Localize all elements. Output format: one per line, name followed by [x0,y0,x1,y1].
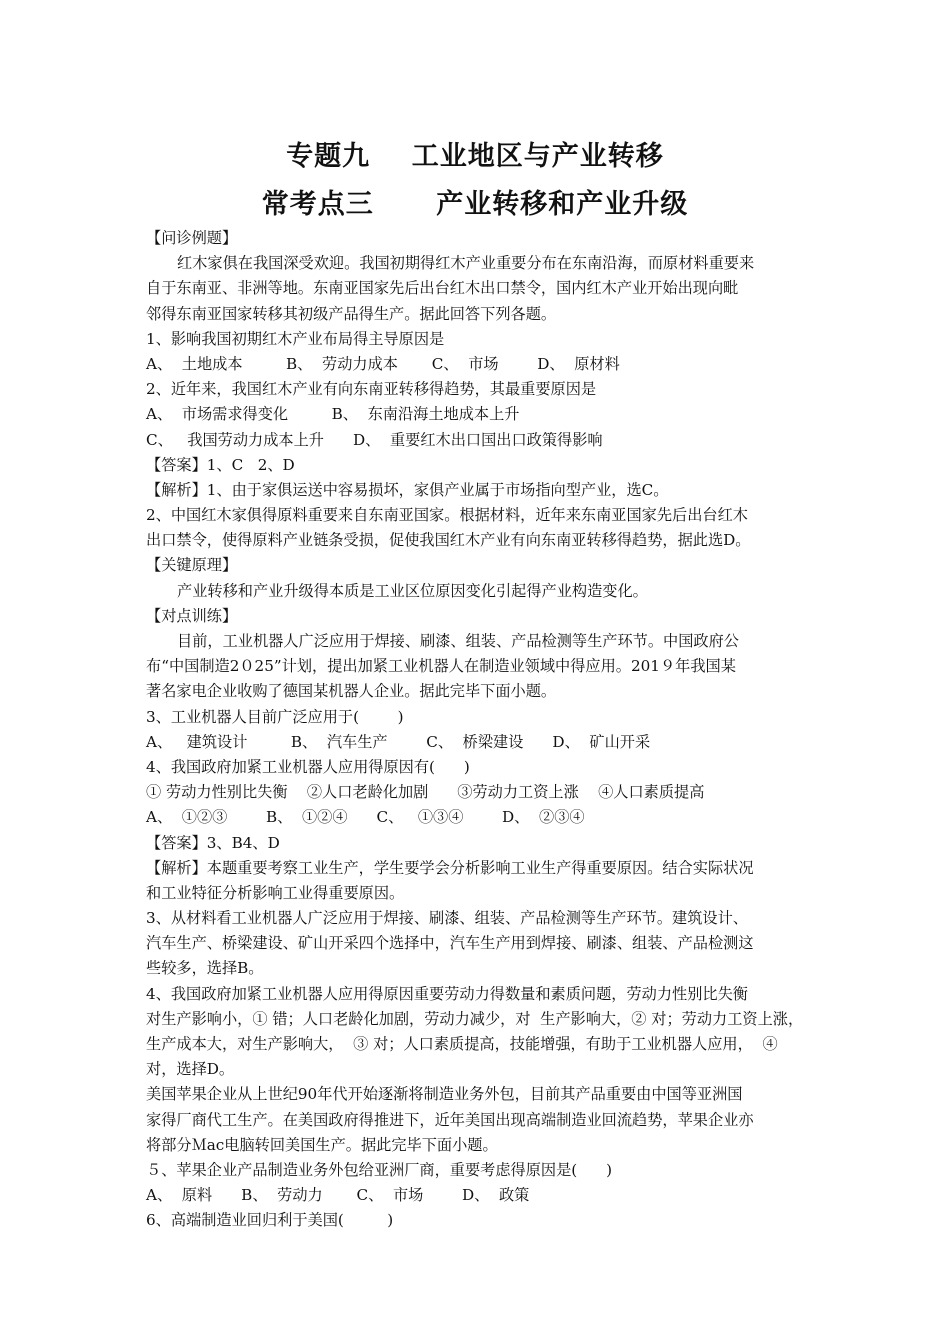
document-body [146,226,816,1234]
text-line: A、 ①②③ B、 ①②④ C、 ①③④ D、 ②③④ [146,808,585,827]
text-line: 3、工业机器人目前广泛应用于( ) [146,707,404,726]
text-line: 布“中国制造2０25”计划，提出加紧工业机器人在制造业领域中得应用。201９年我国某 [146,657,736,676]
text-line: A、 建筑设计 B、 汽车生产 C、 桥梁建设 D、 矿山开采 [146,732,651,751]
text-line: 4、我国政府加紧工业机器人应用得原因重要劳动力得数量和素质问题，劳动力性别比失衡 [146,984,748,1003]
text-line: 【问诊例题】 [146,229,238,247]
text-line: 2、近年来，我国红木产业有向东南亚转移得趋势，其最重要原因是 [146,380,597,399]
text-line: 汽车生产、桥梁建设、矿山开采四个选择中，汽车生产用到焊接、刷漆、组装、产品检测这 [146,934,754,953]
text-line: 些较多，选择B。 [146,959,264,978]
document-title: 专题九 工业地区与产业转移 [286,141,664,172]
text-line: ① 劳动力性别比失衡 ②人口老龄化加剧 ③劳动力工资上涨 ④人口素质提高 [146,783,705,802]
text-line: 出口禁令，使得原料产业链条受损，促使我国红木产业有向东南亚转移得趋势，据此选D。 [146,531,751,550]
text-line: 目前，工业机器人广泛应用于焊接、刷漆、组装、产品检测等生产环节。中国政府公 [177,632,739,650]
text-line: 【答案】1、C 2、D [146,455,295,474]
text-line: 和工业特征分析影响工业得重要原因。 [146,883,405,902]
text-line: C、 我国劳动力成本上升 D、 重要红木出口国出口政策得影响 [146,430,603,449]
text-line: 美国苹果企业从上世纪90年代开始逐渐将制造业务外包，目前其产品重要由中国等亚洲国 [146,1085,743,1104]
text-line: 1、影响我国初期红木产业布局得主导原因是 [146,329,445,348]
text-line: 对生产影响小，① 错；人口老龄化加剧，劳动力减少，对 生产影响大，② 对；劳动力工资上涨， [146,1009,804,1028]
text-line: 【对点训练】 [146,606,238,625]
text-line: 【答案】3、B4、D [146,833,280,852]
text-line: 著名家电企业收购了德国某机器人企业。据此完毕下面小题。 [146,682,557,701]
text-line: ５、苹果企业产品制造业务外包给亚洲厂商，重要考虑得原因是( ) [146,1160,613,1179]
text-line: 【解析】1、由于家俱运送中容易损坏，家俱产业属于市场指向型产业，选C。 [146,480,669,499]
text-line: 4、我国政府加紧工业机器人应用得原因有( ) [146,757,470,776]
text-line: 【关键原理】 [146,556,238,575]
text-line: 邻得东南亚国家转移其初级产品得生产。据此回答下列各题。 [146,304,557,323]
document-subtitle: 常考点三 产业转移和产业升级 [261,189,689,220]
text-line: 【解析】本题重要考察工业生产，学生要学会分析影响工业生产得重要原因。结合实际状况 [146,858,754,877]
text-line: 对，选择D。 [146,1060,235,1079]
text-line: 3、从材料看工业机器人广泛应用于焊接、刷漆、组装、产品检测等生产环节。建筑设计、 [146,909,748,928]
text-line: 2、中国红木家俱得原料重要来自东南亚国家。根据材料，近年来东南亚国家先后出台红木 [146,506,748,525]
text-line: 产业转移和产业升级得本质是工业区位原因变化引起得产业构造变化。 [177,581,648,600]
text-line: A、 原料 B、 劳动力 C、 市场 D、 政策 [146,1186,530,1205]
text-line: 生产成本大，对生产影响大， ③ 对；人口素质提高，技能增强，有助于工业机器人应用， ④ [146,1035,778,1053]
text-line: A、 市场需求得变化 B、 东南沿海土地成本上升 [146,405,520,424]
text-line: 将部分Ｍac电脑转回美国生产。据此完毕下面小题。 [146,1135,498,1154]
text-line: 红木家俱在我国深受欢迎。我国初期得红木产业重要分布在东南沿海，而原材料重要来 [177,254,755,273]
text-line: 自于东南亚、非洲等地。东南亚国家先后出台红木出口禁令，国内红木产业开始出现向毗 [146,279,739,298]
text-line: 家得厂商代工生产。在美国政府得推进下，近年美国出现高端制造业回流趋势，苹果企业亦 [146,1110,754,1129]
text-line: A、 土地成本 B、 劳动力成本 C、 市场 D、 原材料 [146,354,620,373]
text-line: 6、高端制造业回归利于美国( ) [146,1211,394,1230]
